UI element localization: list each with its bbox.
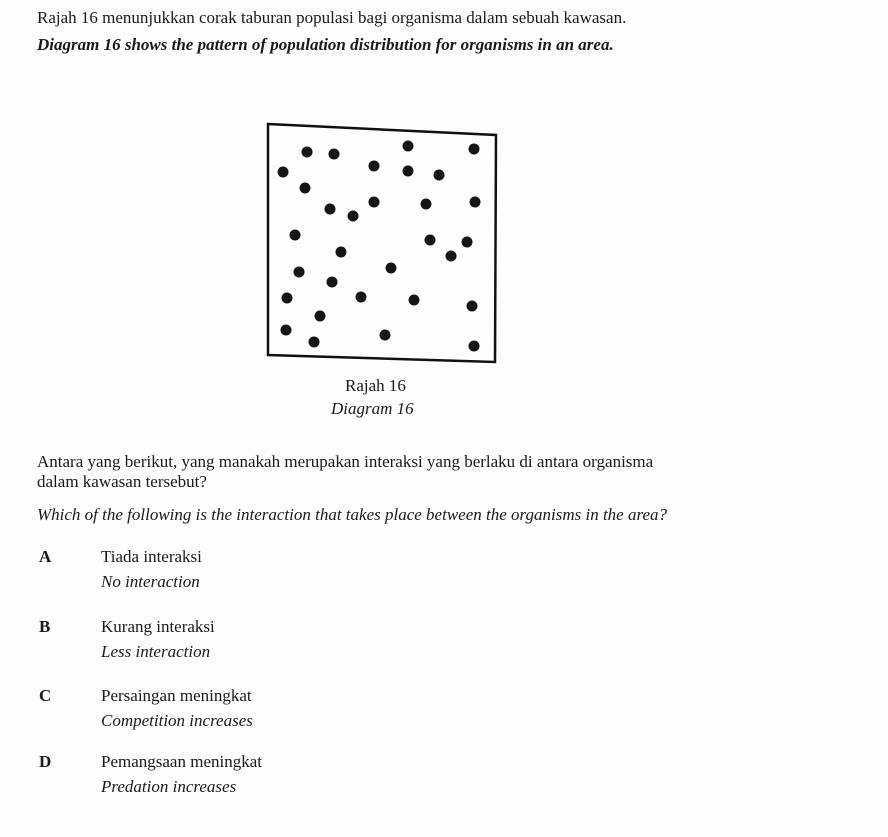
organism-dot (278, 167, 289, 178)
organism-dot (300, 183, 311, 194)
question-english: Which of the following is the interaction that takes place between the organisms in the area? (37, 505, 668, 524)
option-letter: B (39, 617, 51, 636)
organism-dot (467, 301, 478, 312)
organism-dot (290, 230, 301, 241)
organism-dot (369, 161, 380, 172)
organism-dot (282, 293, 293, 304)
option-malay: Persaingan meningkat (101, 686, 252, 705)
intro-english: Diagram 16 shows the pattern of population distribution for organisms in an area. (37, 35, 614, 54)
organism-dot (302, 147, 313, 158)
organism-dot (309, 337, 320, 348)
option-letter: C (39, 686, 52, 705)
question-malay-line2: dalam kawasan tersebut? (37, 472, 207, 491)
organism-dot (294, 267, 305, 278)
diagram-caption-english: Diagram 16 (331, 399, 414, 418)
organism-dot (380, 330, 391, 341)
organism-dot (369, 197, 380, 208)
organism-dot (409, 295, 420, 306)
option-english: Competition increases (101, 711, 253, 730)
organism-dot (336, 247, 347, 258)
organism-dot (356, 292, 367, 303)
organism-dot (469, 341, 480, 352)
organism-dot (327, 277, 338, 288)
organism-dot (462, 237, 473, 248)
option-malay: Pemangsaan meningkat (101, 752, 262, 771)
organism-dot (315, 311, 326, 322)
organism-dot (469, 144, 480, 155)
organism-dot (329, 149, 340, 160)
organism-dot (470, 197, 481, 208)
organism-dot (325, 204, 336, 215)
organism-dot (386, 263, 397, 274)
diagram-caption-malay: Rajah 16 (345, 376, 406, 395)
question-malay-line1: Antara yang berikut, yang manakah merupakan interaksi yang berlaku di antara organisma (37, 452, 654, 471)
option-english: No interaction (101, 572, 200, 591)
option-letter: D (39, 752, 52, 771)
option-letter: A (39, 547, 52, 566)
option-english: Predation increases (101, 777, 237, 796)
population-distribution-diagram (266, 122, 498, 364)
organism-dot (403, 166, 414, 177)
organism-dot (281, 325, 292, 336)
organism-dot (403, 141, 414, 152)
organism-dot (446, 251, 457, 262)
intro-malay: Rajah 16 menunjukkan corak taburan populasi bagi organisma dalam sebuah kawasan. (37, 8, 627, 27)
organism-dot (421, 199, 432, 210)
option-malay: Kurang interaksi (101, 617, 215, 636)
option-malay: Tiada interaksi (101, 547, 202, 566)
organism-dot (348, 211, 359, 222)
organism-dot (425, 235, 436, 246)
organism-dot (434, 170, 445, 181)
option-english: Less interaction (101, 642, 211, 661)
